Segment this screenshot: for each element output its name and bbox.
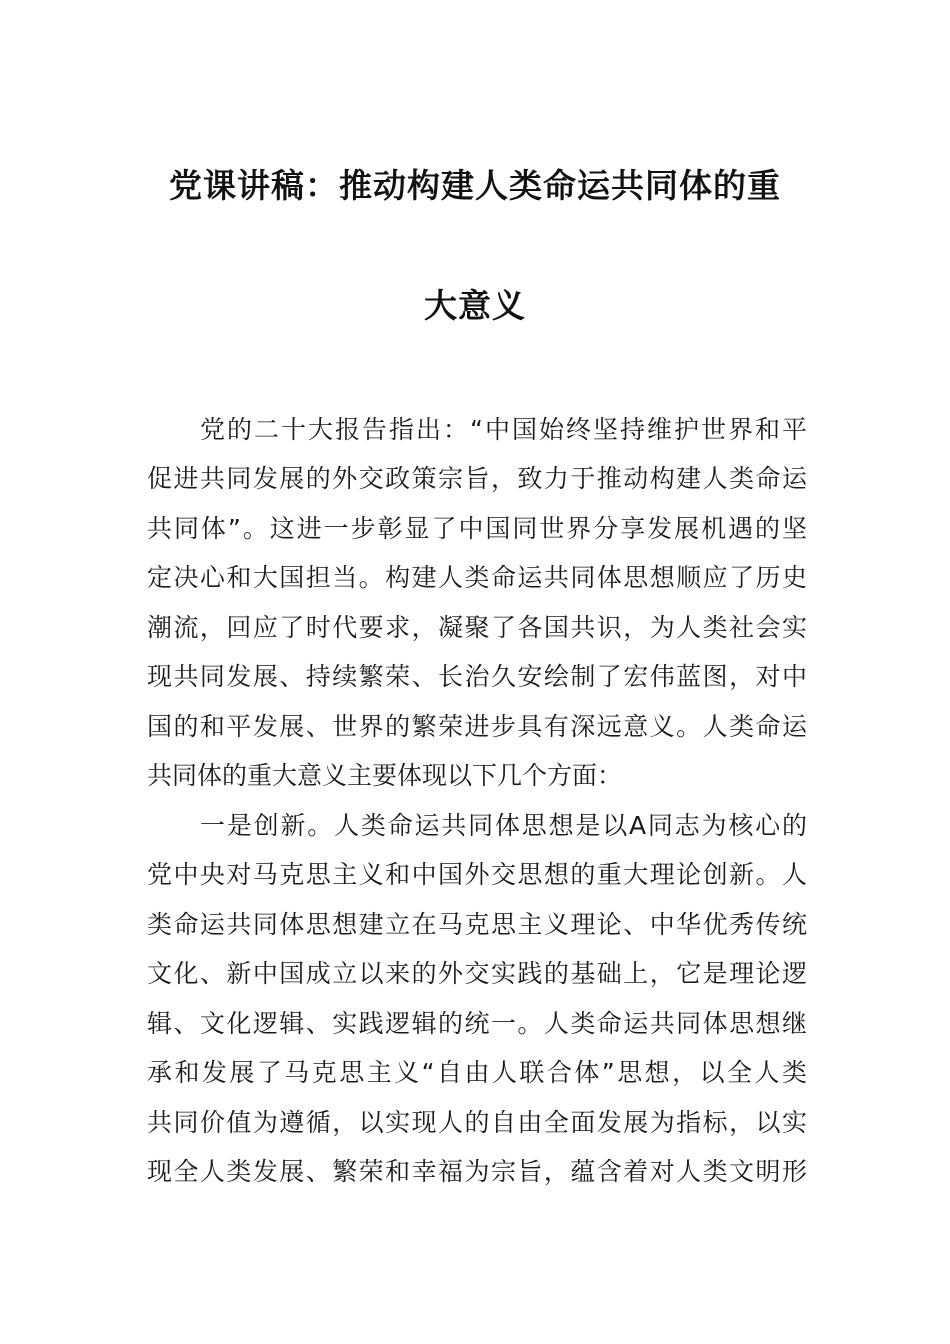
paragraph-1-line-5: 潮流，回应了时代要求，凝聚了各国共识，为人类社会实 bbox=[147, 613, 807, 642]
paragraph-1-line-2: 促进共同发展的外交政策宗旨，致力于推动构建人类命运 bbox=[147, 464, 807, 493]
document-title-line-2: 大意义 bbox=[424, 286, 526, 325]
document-title-line-1: 党课讲稿：推动构建人类命运共同体的重 bbox=[169, 166, 781, 205]
paragraph-2-line-3: 类命运共同体思想建立在马克思主义理论、中华优秀传统 bbox=[147, 910, 807, 939]
paragraph-1-line-6: 现共同发展、持续繁荣、长治久安绘制了宏伟蓝图，对中 bbox=[147, 662, 807, 691]
paragraph-1-line-4: 定决心和大国担当。构建人类命运共同体思想顺应了历史 bbox=[147, 563, 807, 592]
paragraph-2-line-7: 共同价值为遵循，以实现人的自由全面发展为指标，以实 bbox=[147, 1108, 807, 1137]
paragraph-1-line-7: 国的和平发展、世界的繁荣进步具有深远意义。人类命运 bbox=[147, 712, 807, 741]
paragraph-1-line-3: 共同体”。这进一步彰显了中国同世界分享发展机遇的坚 bbox=[147, 514, 807, 543]
paragraph-2-line-2: 党中央对马克思主义和中国外交思想的重大理论创新。人 bbox=[147, 860, 807, 889]
paragraph-2-line-5: 辑、文化逻辑、实践逻辑的统一。人类命运共同体思想继 bbox=[147, 1009, 807, 1038]
paragraph-1-line-1: 党的二十大报告指出：“中国始终坚持维护世界和平 bbox=[200, 415, 807, 444]
paragraph-1-line-8: 共同体的重大意义主要体现以下几个方面： bbox=[147, 761, 623, 790]
paragraph-2-line-6: 承和发展了马克思主义“自由人联合体”思想，以全人类 bbox=[147, 1058, 807, 1087]
paragraph-2-line-8: 现全人类发展、繁荣和幸福为宗旨，蕴含着对人类文明形 bbox=[147, 1157, 807, 1186]
paragraph-2-line-1: 一是创新。人类命运共同体思想是以A同志为核心的 bbox=[200, 811, 807, 840]
paragraph-2-line-4: 文化、新中国成立以来的外交实践的基础上，它是理论逻 bbox=[147, 959, 807, 988]
